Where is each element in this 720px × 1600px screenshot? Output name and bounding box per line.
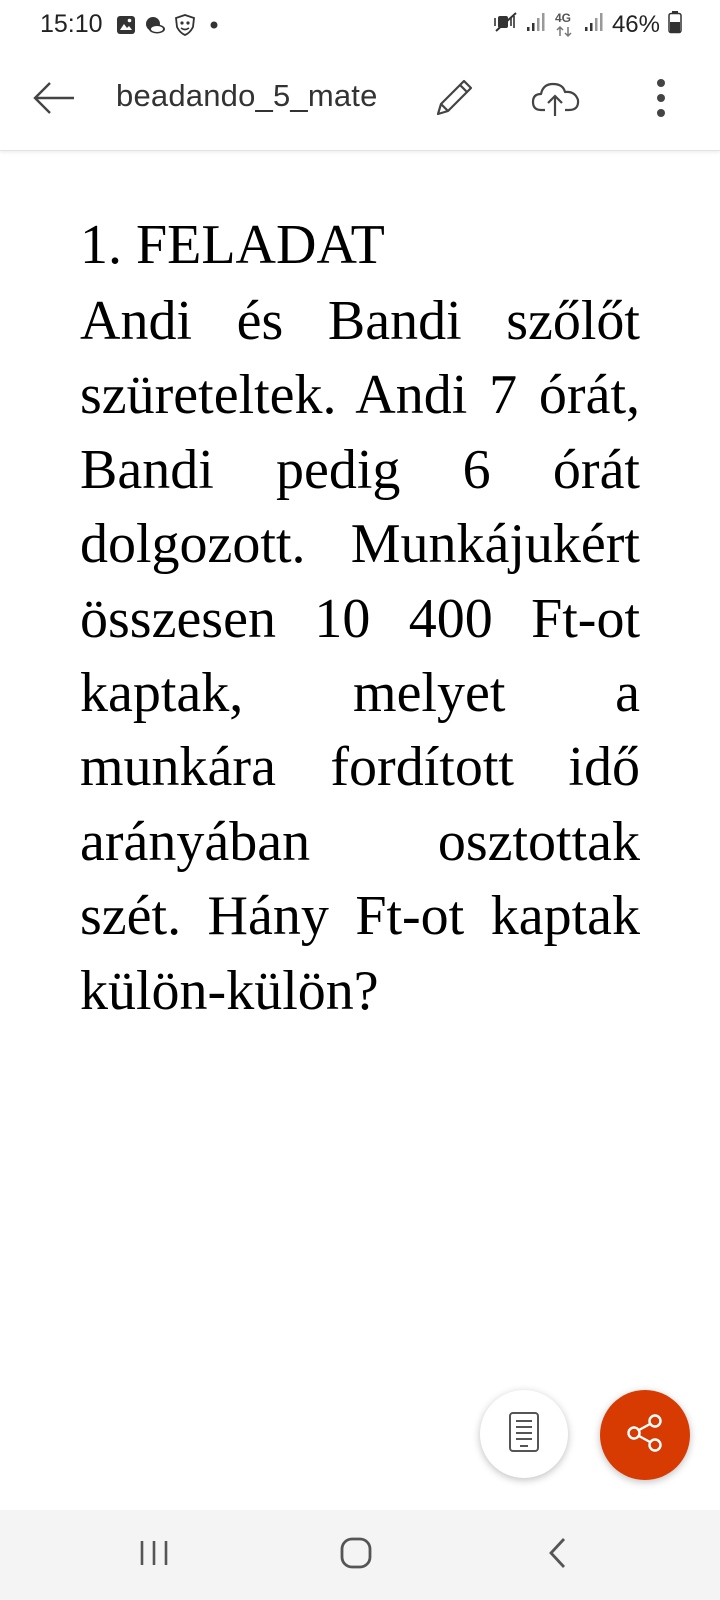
cloud-upload-icon [531,78,581,123]
more-options-button[interactable] [636,70,686,130]
back-chevron-icon [546,1535,570,1576]
task-text: Andi és Bandi szőlőt szüreteltek. Andi 7 órát, Bandi pedig 6 órát dolgozott. Munkájukért összesen 10 400 Ft-ot kaptak, melyet a munkára fordított idő arányában osztottak szét. Hány Ft-ot kaptak külön-külön? [80,290,640,1022]
signal-icon [526,11,546,38]
upload-button[interactable] [526,70,586,130]
reading-mode-button[interactable] [480,1390,568,1478]
nav-back-button[interactable] [518,1525,598,1585]
back-button[interactable] [26,72,82,128]
gallery-icon [116,15,136,40]
back-arrow-icon [32,81,76,120]
network-4g-icon [554,12,576,38]
app-toolbar [0,52,720,151]
recent-apps-icon [138,1538,170,1573]
status-system-icons [494,10,682,39]
status-time: 15:10 [40,10,103,38]
home-icon [338,1535,374,1576]
signal-icon [584,11,604,38]
more-vertical-icon [655,78,667,123]
system-nav-bar [0,1510,720,1600]
pencil-icon [432,76,476,125]
notification-dot-icon [204,15,224,40]
weather-icon [144,15,166,40]
battery-icon [668,10,682,39]
task-heading: 1. FELADAT [80,214,385,276]
share-button[interactable] [600,1390,690,1480]
home-button[interactable] [316,1525,396,1585]
network-4g-label: 4G [554,10,571,25]
document-title: beadando_5_mate [116,78,378,113]
recent-apps-button[interactable] [114,1525,194,1585]
status-bar [0,0,720,52]
document-page [80,210,640,1028]
reading-view-icon [507,1411,541,1458]
mute-vibrate-icon [494,11,518,38]
edit-button[interactable] [424,70,484,130]
battery-percent: 46% [611,10,660,38]
shield-app-icon [174,14,196,41]
share-icon [624,1412,666,1459]
status-notification-icons [116,14,224,41]
